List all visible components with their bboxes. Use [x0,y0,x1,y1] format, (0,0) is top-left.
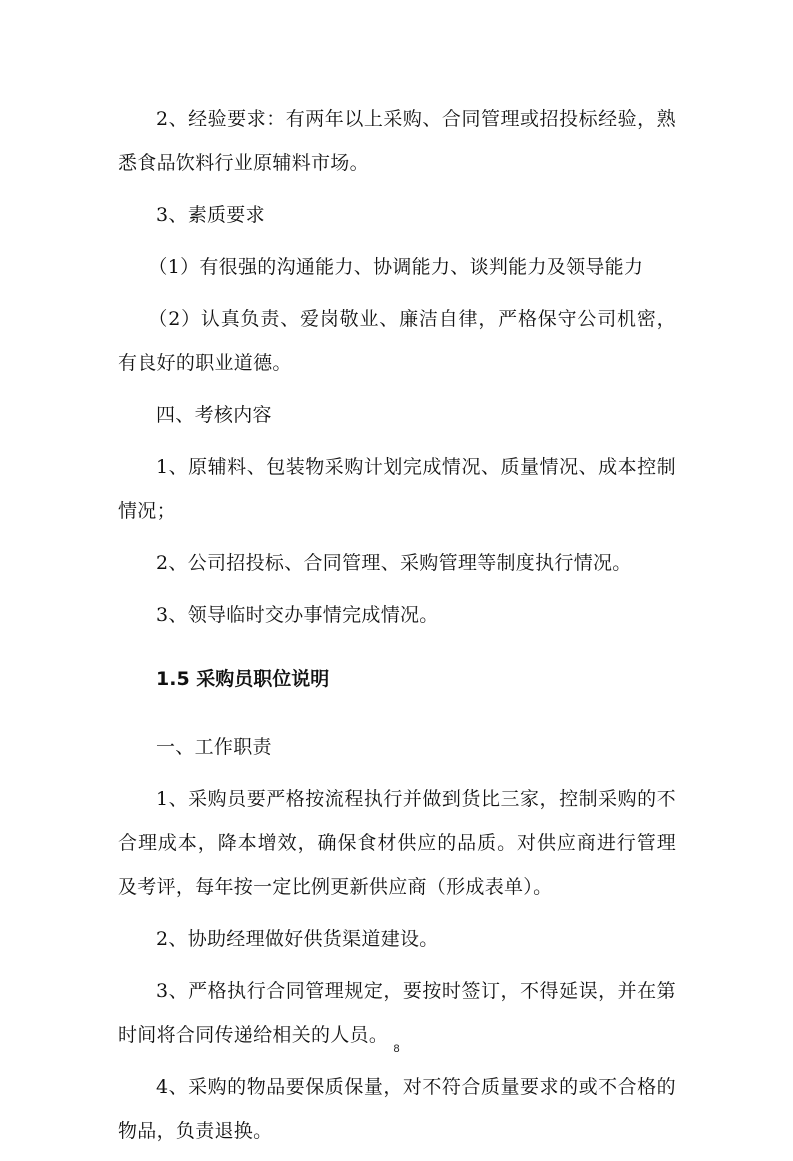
paragraph-quality-item-1: （1）有很强的沟通能力、协调能力、谈判能力及领导能力 [148,256,644,278]
section-heading: 1.5 采购员职位说明 [156,668,330,690]
paragraph-assessment-item-1: 1、原辅料、包装物采购计划完成情况、质量情况、成本控制情况； [118,456,676,522]
document-body [118,97,676,1161]
paragraph-duty-item-4: 4、采购的物品要保质保量，对不符合质量要求的或不合格的物品，负责退换。 [118,1076,676,1142]
paragraph-assessment-item-3: 3、领导临时交办事情完成情况。 [156,604,439,626]
paragraph-duty-item-2: 2、协助经理做好供货渠道建设。 [156,928,439,950]
paragraph-duty-item-3: 3、严格执行合同管理规定，要按时签订，不得延误，并在第时间将合同传递给相关的人员。 [118,980,676,1046]
paragraph-quality-requirement-title: 3、素质要求 [156,204,265,226]
paragraph-duty-item-1: 1、采购员要严格按流程执行并做到货比三家，控制采购的不合理成本，降本增效，确保食材供应的品质。对供应商进行管理及考评，每年按一定比例更新供应商（形成表单）。 [118,788,676,898]
paragraph-quality-item-2: （2）认真负责、爱岗敬业、廉洁自律，严格保守公司机密，有良好的职业道德。 [118,308,676,374]
paragraph-assessment-title: 四、考核内容 [156,404,272,426]
paragraph-experience-requirement: 2、经验要求：有两年以上采购、合同管理或招投标经验，熟悉食品饮料行业原辅料市场。 [118,108,676,174]
paragraph-duties-title: 一、工作职责 [156,736,272,758]
page-number: 8 [393,1043,400,1055]
paragraph-assessment-item-2: 2、公司招投标、合同管理、采购管理等制度执行情况。 [156,552,632,574]
